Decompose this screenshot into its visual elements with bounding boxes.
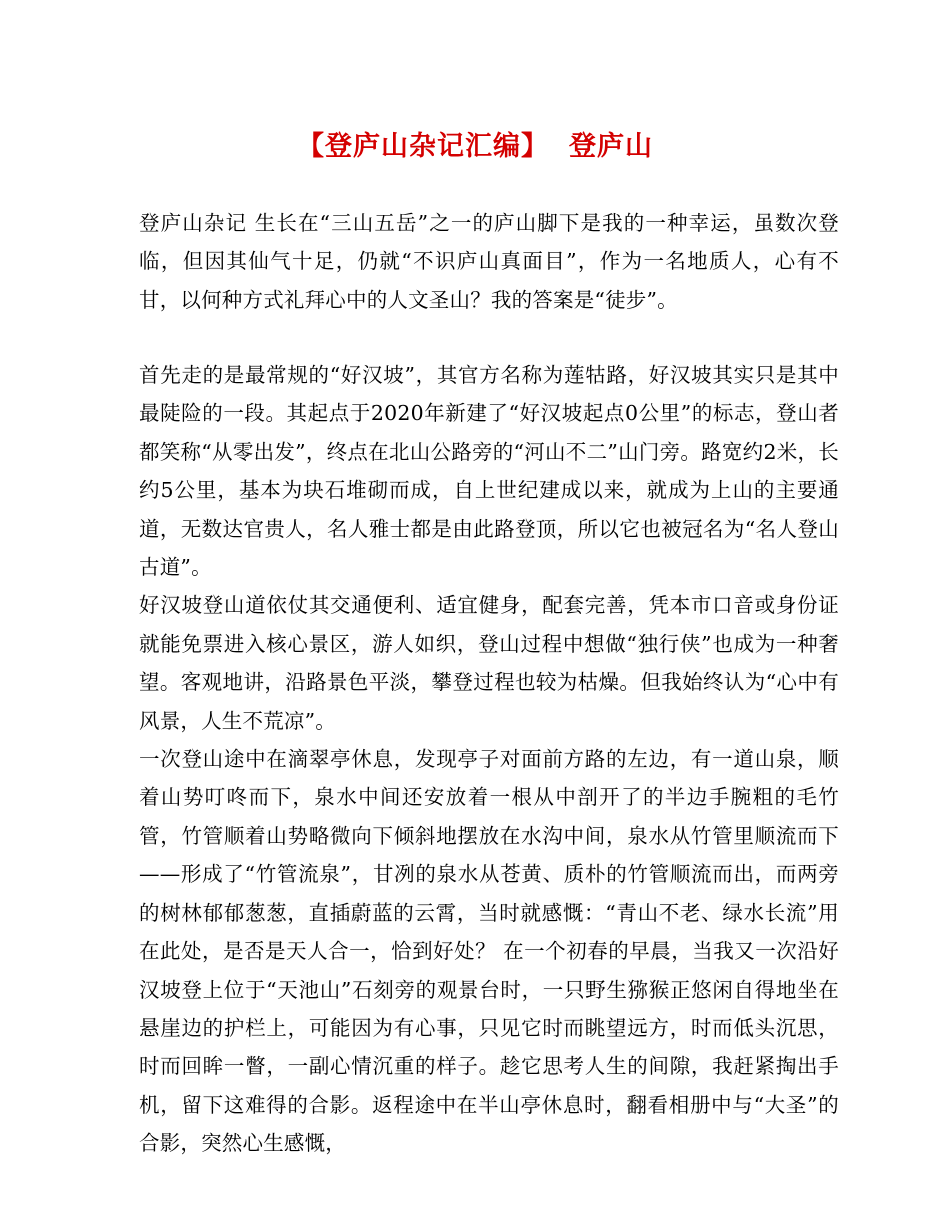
body-text	[139, 356, 839, 1163]
document-title	[0, 127, 950, 167]
title-sub: 登庐山	[569, 131, 653, 162]
title-main: 【登庐山杂记汇编】	[297, 131, 549, 162]
paragraph-1: 首先走的是最常规的“好汉坡”，其官方名称为莲牯路，好汉坡其实只是其中最陡险的一段。其起点于2020年新建了“好汉坡起点0公里”的标志，登山者都笑称“从零出发”，终点在北山公路旁的“河山不二”山门旁。路宽约2米，长约5公里，基本为块石堆砌而成，自上世纪建成以来，就成为上山的主要通道，无数达官贵人，名人雅士都是由此路登顶，所以它也被冠名为“名人登山古道”。	[139, 363, 839, 580]
intro-paragraph: 登庐山杂记 生长在“三山五岳”之一的庐山脚下是我的一种幸运，虽数次登临，但因其仙气十足，仍就“不识庐山真面目”，作为一名地质人，心有不甘，以何种方式礼拜心中的人文圣山？我的答案是“徒步”。	[139, 211, 839, 312]
paragraph-2: 好汉坡登山道依仗其交通便利、适宜健身，配套完善，凭本市口音或身份证就能免票进入核心景区，游人如织，登山过程中想做“独行侠”也成为一种奢望。客观地讲，沿路景色平淡，攀登过程也较为枯燥。但我始终认为“心中有风景，人生不荒凉”。	[139, 593, 839, 733]
paragraph-3: 一次登山途中在滴翠亭休息，发现亭子对面前方路的左边，有一道山泉，顺着山势叮咚而下，泉水中间还安放着一根从中剖开了的半边手腕粗的毛竹管，竹管顺着山势略微向下倾斜地摆放在水沟中间，泉水从竹管里顺流而下——形成了“竹管流泉”，甘冽的泉水从苍黄、质朴的竹管顺流而出，而两旁的树林郁郁葱葱，直插蔚蓝的云霄，当时就感慨：“青山不老、绿水长流”用在此处，是否是天人合一，恰到好处？ 在一个初春的早晨，当我又一次沿好汉坡登上位于“天池山”石刻旁的观景台时，一只野生猕猴正悠闲自得地坐在悬崖边的护栏上，可能因为有心事，只见它时而眺望远方，时而低头沉思，时而回眸一瞥，一副心情沉重的样子。趁它思考人生的间隙，我赶紧掏出手机，留下这难得的合影。返程途中在半山亭休息时，翻看相册中与“大圣”的合影，突然心生感慨，	[139, 747, 839, 1156]
